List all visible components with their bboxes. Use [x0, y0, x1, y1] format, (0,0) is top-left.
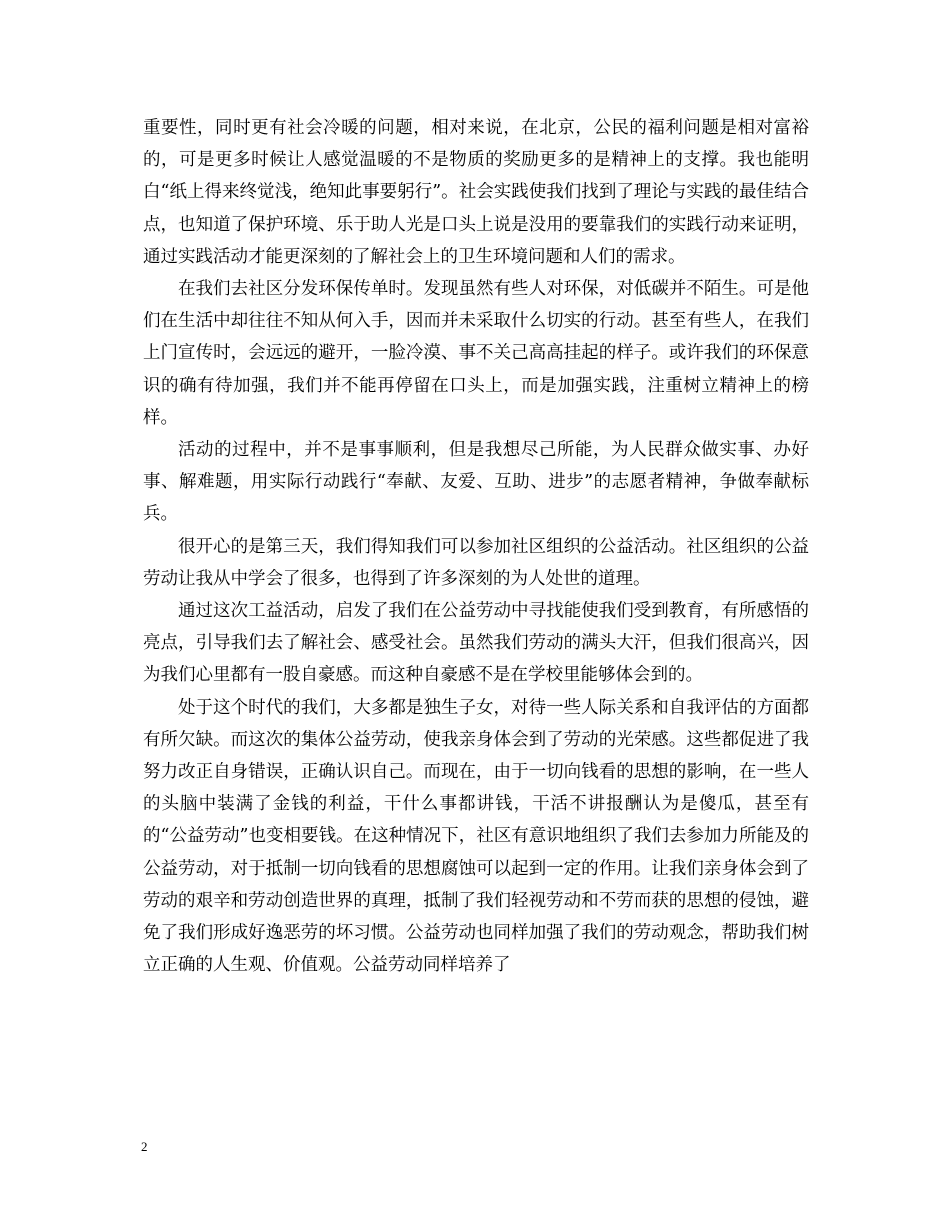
document-body	[143, 112, 809, 981]
paragraph-continued: 重要性，同时更有社会冷暖的问题，相对来说，在北京，公民的福利问题是相对富裕的，可是更多时候让人感觉温暖的不是物质的奖励更多的是精神上的支撑。我也能明白“纸上得来终觉浅，绝知此事要躬行”。社会实践使我们找到了理论与实践的最佳结合点，也知道了保护环境、乐于助人光是口头上说是没用的要靠我们的实践行动来证明，通过实践活动才能更深刻的了解社会上的卫生环境问题和人们的需求。	[143, 118, 809, 267]
page-number: 2	[141, 1139, 148, 1154]
paragraph: 通过这次工益活动，启发了我们在公益劳动中寻找能使我们受到教育，有所感悟的亮点，引导我们去了解社会、感受社会。虽然我们劳动的满头大汗，但我们很高兴，因为我们心里都有一股自豪感。而这种自豪感不是在学校里能够体会到的。	[143, 601, 809, 686]
paragraph: 处于这个时代的我们，大多都是独生子女，对待一些人际关系和自我评估的方面都有所欠缺。而这次的集体公益劳动，使我亲身体会到了劳动的光荣感。这些都促进了我努力改正自身错误，正确认识自己。而现在，由于一切向钱看的思想的影响，在一些人的头脑中装满了金钱的利益，干什么事都讲钱，干活不讲报酬认为是傻瓜，甚至有的“公益劳动”也变相要钱。在这种情况下，社区有意识地组织了我们去参加力所能及的公益劳动，对于抵制一切向钱看的思想腐蚀可以起到一定的作用。让我们亲身体会到了劳动的艰辛和劳动创造世界的真理，抵制了我们轻视劳动和不劳而获的思想的侵蚀，避免了我们形成好逸恶劳的坏习惯。公益劳动也同样加强了我们的劳动观念，帮助我们树立正确的人生观、价值观。公益劳动同样培养了	[143, 697, 809, 976]
paragraph: 活动的过程中，并不是事事顺利，但是我想尽己所能，为人民群众做实事、办好事、解难题，用实际行动践行“奉献、友爱、互助、进步”的志愿者精神，争做奉献标兵。	[143, 440, 809, 525]
paragraph: 在我们去社区分发环保传单时。发现虽然有些人对环保，对低碳并不陌生。可是他们在生活中却往往不知从何入手，因而并未采取什么切实的行动。甚至有些人，在我们上门宣传时，会远远的避开，一脸冷漠、事不关己高高挂起的样子。或许我们的环保意识的确有待加强，我们并不能再停留在口头上，而是加强实践，注重树立精神上的榜样。	[143, 279, 809, 428]
paragraph: 很开心的是第三天，我们得知我们可以参加社区组织的公益活动。社区组织的公益劳动让我从中学会了很多，也得到了许多深刻的为人处世的道理。	[143, 536, 809, 589]
